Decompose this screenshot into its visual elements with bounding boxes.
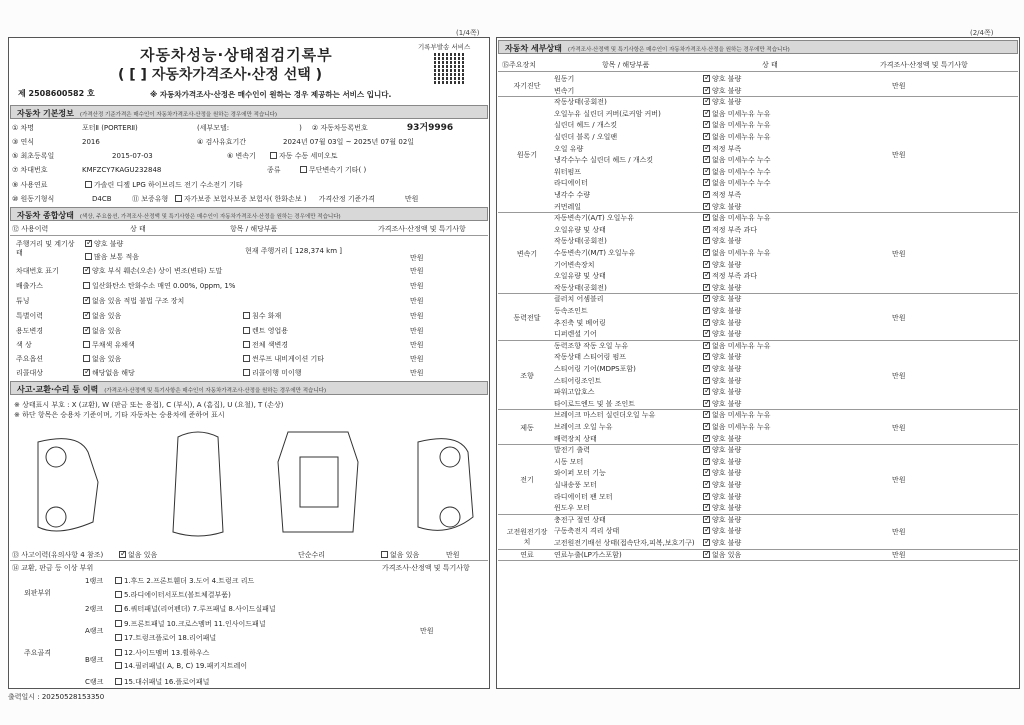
row-special-amount: 만원 <box>410 312 424 320</box>
detail-status: ✓ 양호 불량 <box>700 457 741 467</box>
detail-item: 윈도우 모터 <box>554 504 591 513</box>
row-color-amount: 만원 <box>410 341 424 349</box>
qr-code-icon <box>434 52 466 84</box>
basic-row-4: ⑦ 차대번호 KMFZCY7KAGU232848 종류 무단변속기 기타( ) <box>12 166 367 174</box>
detail-status: ✓ 양호 불량 <box>700 97 741 107</box>
section-accident-history: 사고·교환·수리 등 이력 (가격조사·산정액 및 특기사항은 매수인이 자동차가격조사·산정을 원하는 경우에만 적습니다) <box>10 381 488 395</box>
detail-item: 자동변속기(A/T) 오일누유 <box>554 214 634 223</box>
detail-item: 동력조향 작동 오일 누유 <box>554 341 629 350</box>
detail-group-amount: 만원 <box>892 313 906 322</box>
rank-1-label: 1랭크 <box>85 577 103 585</box>
detail-status: ✓ 적정 부족 <box>700 190 741 200</box>
detail-item: 수동변속기(M/T) 오일누유 <box>554 249 636 257</box>
detail-item: 고전원전기배선 상태(접속단자,피복,보호기구) <box>554 539 695 547</box>
notice-text: ※ 자동차가격조사·산정은 매수인이 원하는 경우 제공하는 서비스 입니다. <box>150 90 392 99</box>
overall-table-header: ⑫ 사용이력 상 태 항목 / 해당부품 가격조사·산정액 및 특기사항 <box>12 225 466 233</box>
detail-status: ✓ 없음 미세누유 누유 <box>700 410 771 420</box>
detail-item: 배력장치 상태 <box>554 434 597 443</box>
detail-item: 라디에이터 팬 모터 <box>554 492 613 501</box>
detail-status: ✓ 없음 있음 <box>700 550 741 560</box>
detail-group-name: 동력전달 <box>513 313 541 322</box>
detail-status: ✓ 적정 부족 과다 <box>700 271 757 281</box>
legend-note: ※ 하단 항목은 승용차 기준이며, 기타 자동차는 승용차에 준하여 표시 <box>14 411 225 419</box>
detail-status: ✓ 양호 불량 <box>700 445 741 455</box>
detail-status: ✓ 적정 부족 <box>700 144 741 154</box>
row-options-items: 썬루프 내비게이션 기타 <box>240 354 324 364</box>
row-odometer-status: ✓양호 불량 <box>82 239 123 249</box>
detail-item: 오일유량 및 상태 <box>554 272 606 281</box>
detail-group-name: 조향 <box>520 371 534 380</box>
rank-a-items-2: 17.트렁크플로어 18.리어패널 <box>112 633 216 643</box>
basic-row-1: ① 차명 포터Ⅱ (PORTERⅡ) (세부모델: ) ② 자동차등록번호 93거9996 <box>12 123 454 133</box>
rank-b-items-2: 14.필러패널( A, B, C) 19.패키지트레이 <box>112 661 247 671</box>
detail-item: 클러치 어셈블리 <box>554 295 604 304</box>
detail-status: ✓ 양호 불량 <box>700 526 741 536</box>
row-accident-amount: 만원 <box>446 551 460 559</box>
detail-item: 기어변속장치 <box>554 260 595 269</box>
detail-status: ✓ 양호 불량 <box>700 260 741 270</box>
detail-status: ✓ 양호 불량 <box>700 387 741 397</box>
section-overall-status: 자동차 종합상태 (색상, 주요옵션, 가격조사·산정액 및 특기사항은 매수인이 자동차가격조사·산정을 원하는 경우에만 적습니다) <box>10 207 488 221</box>
detail-group-amount: 만원 <box>892 371 906 380</box>
detail-status: ✓ 양호 불량 <box>700 480 741 490</box>
detail-status: ✓ 양호 불량 <box>700 364 741 374</box>
row-usage-change: 용도변경✓ 없음 있음 <box>16 326 121 336</box>
detail-item: 충전구 절연 상태 <box>554 515 606 524</box>
divider <box>10 235 488 236</box>
car-diagram <box>18 422 478 547</box>
detail-item: 스티어링조인트 <box>554 376 602 385</box>
send-service-label: 기록부발송 서비스 <box>418 43 471 51</box>
detail-status: ✓ 양호 불량 <box>700 283 741 293</box>
row-recall: 리콜대상✓ 해당없음 해당 <box>16 368 135 378</box>
detail-status: ✓ 없음 미세누수 누수 <box>700 178 771 188</box>
divider <box>498 560 1018 561</box>
detail-group-amount: 만원 <box>892 423 906 432</box>
main-frame-label: 주요골격 <box>24 649 52 657</box>
detail-item: 실린더 헤드 / 개스킷 <box>554 121 618 130</box>
detail-item: 오일유량 및 상태 <box>554 225 606 234</box>
detail-status: ✓ 양호 불량 <box>700 352 741 362</box>
detail-group-name: 제동 <box>520 423 534 432</box>
rank-c-items: 15.대쉬패널 16.플로어패널 <box>112 677 209 687</box>
page-number: (2/4쪽) <box>970 29 994 37</box>
row-usage-items: 렌트 영업용 <box>240 326 288 336</box>
row-tuning-amount: 만원 <box>410 297 424 305</box>
basic-row-5: ⑨ 사용연료 가솔린 디젤 LPG 하이브리드 전기 수소전기 기타 <box>12 181 243 189</box>
detail-item: 와이퍼 모터 기능 <box>554 469 606 478</box>
detail-status: ✓ 없음 미세누수 누수 <box>700 155 771 165</box>
detail-item: 발전기 출력 <box>554 446 591 455</box>
detail-group-name: 원동기 <box>516 151 538 160</box>
row-odometer-level: 많음 보통 적음 <box>82 252 139 262</box>
row-recall-items: 리콜이행 미이행 <box>240 368 302 378</box>
detail-status: ✓ 양호 불량 <box>700 306 741 316</box>
row-options-amount: 만원 <box>410 355 424 363</box>
detail-status: ✓ 양호 불량 <box>700 468 741 478</box>
detail-item: 스티어링 기어(MDPS포함) <box>554 365 636 373</box>
row-emission-amount: 만원 <box>410 282 424 290</box>
rank-amount: 만원 <box>420 627 434 635</box>
detail-table-header: ⑮주요장치 항목 / 해당부품 상 태 가격조사·산정액 및 특기사항 <box>502 61 968 69</box>
detail-group-amount: 만원 <box>892 528 906 537</box>
detail-status: ✓ 없음 미세누유 누유 <box>700 248 771 258</box>
basic-row-2: ③ 연식 2016 ④ 검사유효기간 2024년 07월 03일 ~ 2025년 07월 02일 <box>12 138 415 146</box>
detail-status: ✓ 양호 불량 <box>700 236 741 246</box>
detail-item: 타이로드엔드 및 볼 조인트 <box>554 399 636 408</box>
detail-status: ✓ 없음 미세누유 누유 <box>700 422 771 432</box>
detail-status: ✓ 없음 미세누유 누유 <box>700 120 771 130</box>
detail-group-name: 변속기 <box>516 249 538 258</box>
detail-item: 작동상태 스티어링 펌프 <box>554 353 627 362</box>
section-basic-info: 자동차 기본정보 (가격산정 기준가격은 매수인이 자동차가격조사·산정을 원하는 경우에만 적습니다) <box>10 105 488 119</box>
detail-item: 등속조인트 <box>554 307 588 315</box>
detail-item: 시동 모터 <box>554 457 584 466</box>
row-vin-mark: 차대번호 표기✓ 양호 부식 훼손(오손) 상이 변조(변타) 도말 <box>16 266 222 276</box>
row-special-items: 침수 화재 <box>240 311 281 321</box>
detail-status: ✓ 없음 미세누유 누유 <box>700 213 771 223</box>
rank-a-label: A랭크 <box>85 627 104 635</box>
detail-group-amount: 만원 <box>892 151 906 160</box>
detail-status: ✓ 없음 미세누유 누유 <box>700 341 771 351</box>
detail-item: 디퍼렌셜 기어 <box>554 330 597 339</box>
document-number: 제 2508600582 호 <box>18 89 95 98</box>
section-detail-status: 자동차 세부상태 (가격조사·산정액 및 특기사항은 매수인이 자동차가격조사·산정을 원하는 경우에만 적습니다) <box>498 40 1018 54</box>
detail-group-amount: 만원 <box>892 551 906 560</box>
detail-status: ✓ 없음 미세누유 누유 <box>700 109 771 119</box>
detail-item: 워터펌프 <box>554 167 582 176</box>
basic-row-6: ⑩ 원동기형식 D4CB ⑪ 보증유형 자가보증 보험사보증 보험사( 한화손보 ) 가격산정 기준가격 만원 <box>12 195 419 203</box>
rank-2-label: 2랭크 <box>85 605 103 613</box>
detail-status: ✓ 양호 불량 <box>700 376 741 386</box>
row-options: 주요옵션 없음 있음 <box>16 355 122 363</box>
print-datetime: 출력일시 : 20250528153350 <box>8 693 105 701</box>
row-color-items: 전체 색변경 <box>240 340 288 350</box>
detail-status: ✓ 양호 불량 <box>700 515 741 525</box>
detail-item: 구동축전지 격리 상태 <box>554 527 620 536</box>
detail-status: ✓ 양호 불량 <box>700 74 741 84</box>
detail-item: 오일 유량 <box>554 144 584 153</box>
detail-status: ✓ 양호 불량 <box>700 538 741 548</box>
row-accident: ⑬ 사고이력(유의사항 4 참조)✓ 없음 있음 <box>12 550 157 560</box>
detail-status: ✓ 양호 불량 <box>700 399 741 409</box>
detail-item: 작동상태(공회전) <box>554 283 607 292</box>
detail-status: ✓ 양호 불량 <box>700 318 741 328</box>
detail-item: 변속기 <box>554 86 575 95</box>
page-1 <box>0 0 492 725</box>
page-title: 자동차성능·상태점검기록부 <box>140 46 333 64</box>
detail-status: ✓ 적정 부족 과다 <box>700 225 757 235</box>
detail-item: 실내송풍 모터 <box>554 481 597 489</box>
detail-item: 오일누유 실린더 커버(로커암 커버) <box>554 109 661 118</box>
detail-item: 냉각수누수 실린더 헤드 / 개스킷 <box>554 156 654 165</box>
detail-status: ✓ 양호 불량 <box>700 503 741 513</box>
detail-item: 브레이크 오일 누유 <box>554 423 613 431</box>
detail-item: 실린더 블록 / 오일팬 <box>554 133 618 141</box>
row-recall-amount: 만원 <box>410 369 424 377</box>
detail-group-name: 연료 <box>520 551 534 560</box>
row-odometer-label: 주행거리 및 계기상태 <box>16 240 75 257</box>
rank-b-label: B랭크 <box>85 656 104 664</box>
rank-c-label: C랭크 <box>85 678 104 686</box>
detail-status: ✓ 양호 불량 <box>700 202 741 212</box>
basic-row-3: ⑤ 최초등록일 2015-07-03 ⑥ 변속기 자동 수동 세미오토 <box>12 152 338 160</box>
detail-group-name: 고전원전기장치 <box>506 528 548 547</box>
detail-item: 작동상태(공회전) <box>554 98 607 107</box>
detail-status: ✓ 양호 불량 <box>700 294 741 304</box>
detail-group-name: 전기 <box>520 476 534 484</box>
detail-status: ✓ 양호 불량 <box>700 86 741 96</box>
detail-item: 작동상태(공회전) <box>554 237 607 246</box>
row-simple-repair: 단순수리 없음 있음 <box>298 551 420 559</box>
rank-1-items-2: 5.라디에이터서포트(볼트체결부품) <box>112 590 231 600</box>
row-odometer-mileage: 현재 주행거리 [ 128,374 km ] <box>245 247 342 255</box>
detail-status: ✓ 양호 불량 <box>700 434 741 444</box>
detail-group-amount: 만원 <box>892 476 906 484</box>
detail-item: 추진축 및 베어링 <box>554 318 606 327</box>
detail-item: 냉각수 수량 <box>554 191 591 199</box>
detail-status: ✓ 양호 불량 <box>700 492 741 502</box>
outer-panel-label: 외판부위 <box>24 589 52 597</box>
exchange-header: ⑭ 교환, 판금 등 이상 부위 가격조사·산정액 및 특기사항 <box>12 564 470 572</box>
detail-status: ✓ 양호 불량 <box>700 329 741 339</box>
row-color: 색 상 무채색 유채색 <box>16 341 135 349</box>
divider <box>498 71 1018 72</box>
detail-item: 원동기 <box>554 75 575 83</box>
page-subtitle: ( [ ] 자동차가격조사·산정 선택 ) <box>118 67 323 83</box>
detail-group-amount: 만원 <box>892 81 906 90</box>
page-2 <box>492 0 1024 725</box>
rank-1-items: 1.후드 2.프론트휀더 3.도어 4.트렁크 리드 <box>112 576 254 586</box>
detail-item: 연료누출(LP가스포함) <box>554 550 622 559</box>
detail-status: ✓ 없음 미세누유 누유 <box>700 132 771 142</box>
row-special: 특별이력✓ 없음 있음 <box>16 311 121 321</box>
row-usage-amount: 만원 <box>410 327 424 335</box>
detail-item: 브레이크 마스터 실린더오일 누유 <box>554 411 656 420</box>
rank-2-items: 6.쿼터패널(리어펜더) 7.루프패널 8.사이드실패널 <box>112 604 276 614</box>
row-tuning: 튜닝✓ 없음 있음 적법 불법 구조 장치 <box>16 296 184 306</box>
detail-status: ✓ 없음 미세누수 누수 <box>700 167 771 177</box>
row-odometer-amount: 만원 <box>410 254 424 262</box>
rank-b-items: 12.사이드멤버 13.휠하우스 <box>112 648 209 658</box>
rank-a-items: 9.프론트패널 10.크로스멤버 11.인사이드패널 <box>112 619 266 629</box>
detail-item: 커먼레일 <box>554 202 582 211</box>
detail-item: 파워고압호스 <box>554 388 595 397</box>
detail-group-amount: 만원 <box>892 249 906 258</box>
row-emission: 배출가스 일산화탄소 탄화수소 매연 0.00%, 0ppm, 1% <box>16 282 236 290</box>
page-number: (1/4쪽) <box>456 29 480 37</box>
legend-symbols: ※ 상태표시 부호 : X (교환), W (판금 또는 용접), C (부식), A (흠집), U (요철), T (손상) <box>14 401 284 409</box>
detail-item: 라디에이터 <box>554 179 588 188</box>
row-vin-amount: 만원 <box>410 267 424 275</box>
detail-group-name: 자기진단 <box>513 81 541 90</box>
divider <box>10 560 488 561</box>
